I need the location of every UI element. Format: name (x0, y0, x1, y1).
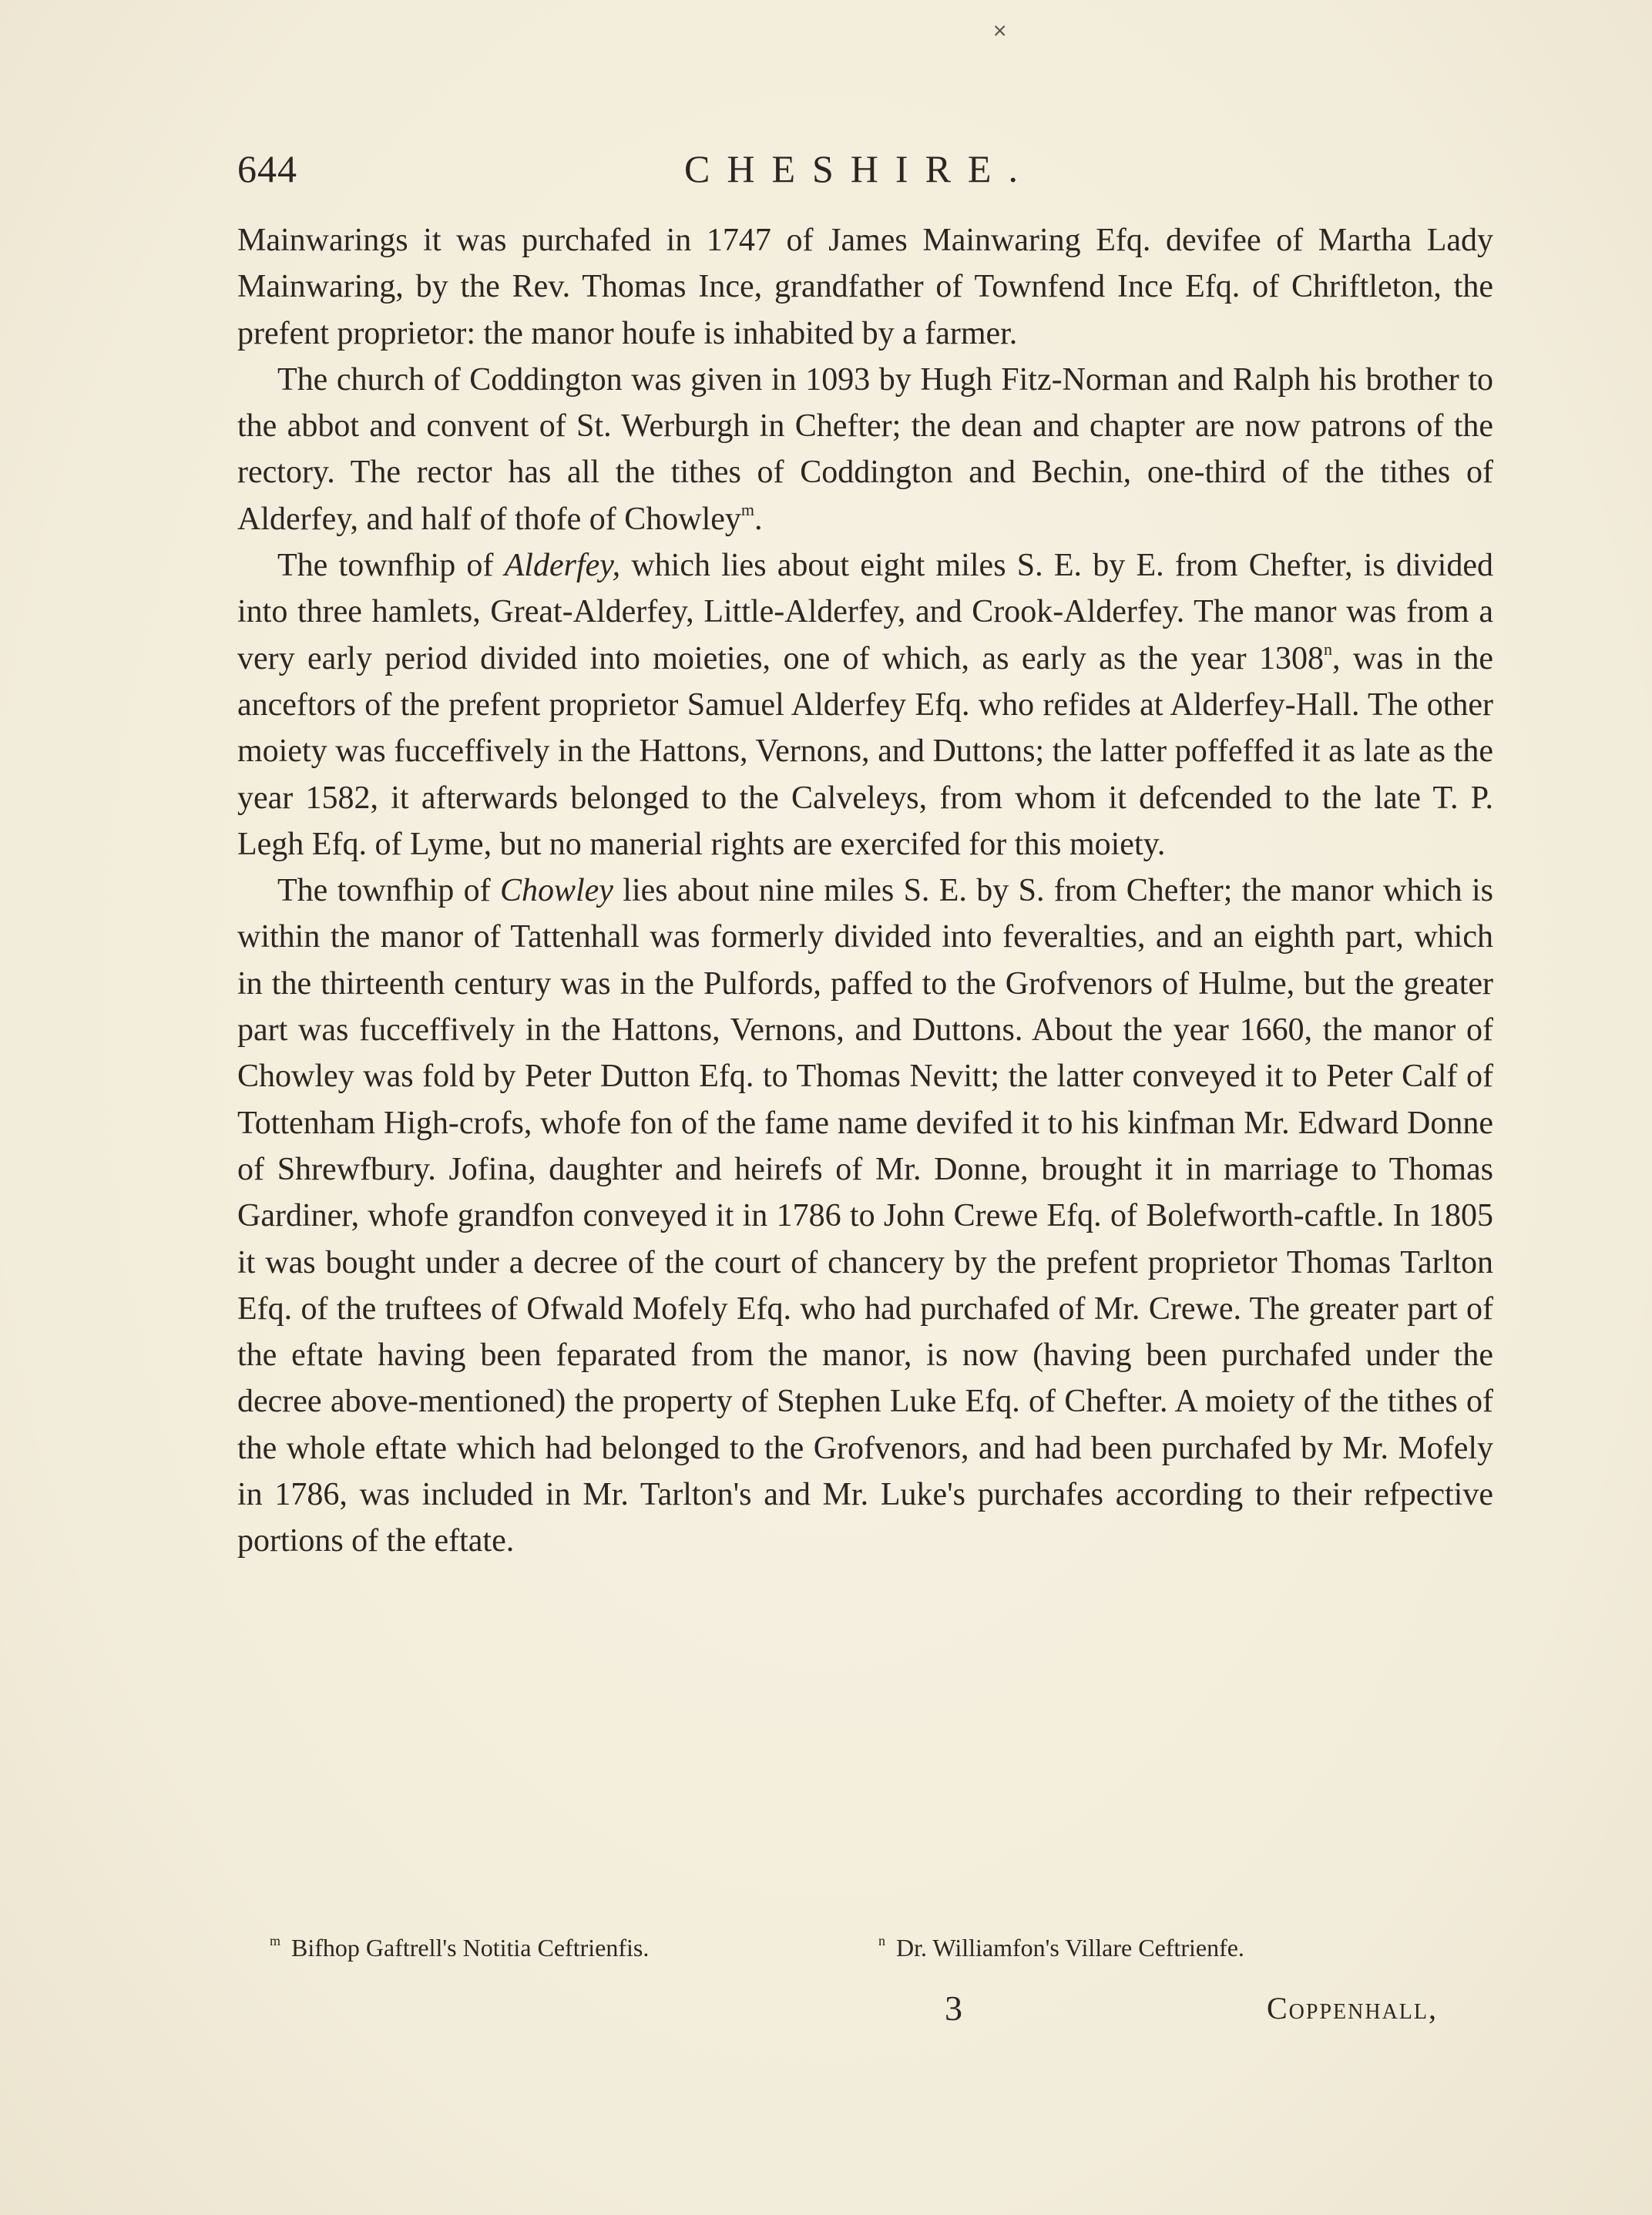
text-run: . (754, 501, 763, 537)
footnote-ref: m (740, 499, 755, 519)
footnote-ref: n (1323, 639, 1332, 659)
text-run: The church of Coddington was given in 1093 by Hugh Fitz-Norman and Ralph his brother to the abbot and convent of St. Werburgh in Chefter; the dean and chapter are now patrons of the rectory. The rector has all the tithes of Coddington and Bechin, one-third of the tithes of Alderfey, and half of thofe of Chowley (237, 361, 1493, 537)
place-name: Chowley (499, 873, 613, 909)
paragraph (237, 217, 1493, 357)
page-header (237, 146, 1493, 200)
footnote-text: Dr. Williamfon's Villare Ceftrienfe. (896, 1934, 1244, 1962)
paragraph (237, 357, 1493, 542)
running-title: CHESHIRE. (684, 147, 1035, 190)
signature-mark: 3 (945, 1988, 962, 2028)
footnote-text: Bifhop Gaftrell's Notitia Ceftrienfis. (291, 1934, 650, 1962)
catchword: Coppenhall, (1267, 1991, 1439, 2025)
footnote-m (270, 1934, 649, 1962)
paragraph (237, 542, 1493, 868)
paragraph (237, 868, 1493, 1564)
text-run: The townfhip of (277, 873, 500, 909)
footnote-n (878, 1934, 1244, 1962)
body-text (237, 217, 1493, 1565)
footnote-marker: n (878, 1933, 885, 1948)
place-name: Alderfey, (504, 548, 621, 584)
margin-mark: ˟ (994, 19, 1006, 54)
text-run: lies about nine miles S. E. by S. from Chefter; the manor which is within the manor of Tattenhall was formerly divided into feveralties, and an eighth part, which in the thirteenth century was in the Pulfords, paffed to the Grofvenors of Hulme, but the greater part was fucceffively in the Hattons, Vernons, and Duttons. About the year 1660, the manor of Chowley was fold by Peter Dutton Efq. to Thomas Nevitt; the latter conveyed it to Peter Calf of Tottenham High-crofs, whofe fon of the fame name devifed it to his kinfman Mr. Edward Donne of Shrewfbury. Jofina, daughter and heirefs of Mr. Donne, brought it in marriage to Thomas Gardiner, whofe grandfon conveyed it in 1786 to John Crewe Efq. of Bolefworth-caftle. In 1805 it was bought under a decree of the court of chancery by the prefent proprietor Thomas Tarlton Efq. of the truftees of Ofwald Mofely Efq. who had purchafed of Mr. Crewe. The greater part of the eftate having been feparated from the manor, is now (having been purchafed under the decree above-mentioned) the property of Stephen Luke Efq. of Chefter. A moiety of the tithes of the whole eftate which had belonged to the Grofvenors, and had been purchafed by Mr. Mofely in 1786, was included in Mr. Tarlton's and Mr. Luke's purchafes according to their refpective portions of the eftate. (237, 873, 1493, 1559)
text-run: , was in the anceftors of the prefent proprietor Samuel Alderfey Efq. who refides at Alderfey-Hall. The other moiety was fucceffively in the Hattons, Vernons, and Duttons; the latter poffeffed it as late as the year 1582, it afterwards belonged to the Calveleys, from whom it defcended to the late T. P. Legh Efq. of Lyme, but no manerial rights are exercifed for this moiety. (237, 640, 1494, 862)
text-run: The townfhip of (277, 548, 505, 584)
text-run: Mainwarings it was purchafed in 1747 of James Mainwaring Efq. devifee of Martha Lady Mainwaring, by the Rev. Thomas Ince, grandfather of Townfend Ince Efq. of Chriftleton, the prefent proprietor: the manor houfe is inhabited by a farmer. (237, 223, 1493, 351)
page-number: 644 (237, 147, 297, 190)
text-run: which lies about eight miles S. E. by E. from Chefter, is divided into three hamlets, Great-Alderfey, Little-Alderfey, and Crook-Alderfey. The manor was from a very early period divided into moieties, one of which, as early as the year 1308 (237, 548, 1493, 676)
footnote-marker: m (270, 1933, 281, 1948)
footnotes (270, 1934, 1495, 1972)
